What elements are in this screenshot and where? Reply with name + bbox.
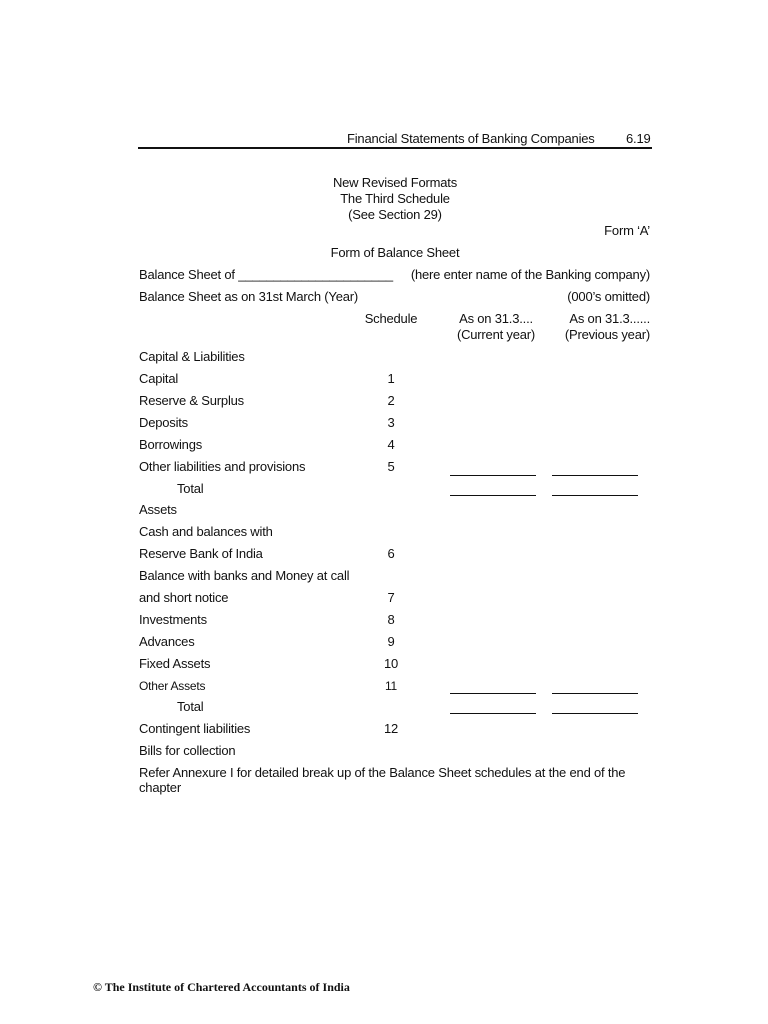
row-label: and short notice <box>139 590 229 605</box>
subtotal-rule-previous <box>552 475 638 476</box>
row-schedule: 4 <box>387 437 395 452</box>
column-current-sub: (Current year) <box>456 327 536 342</box>
row-label: Reserve Bank of India <box>139 546 263 561</box>
row-schedule: 1 <box>387 371 395 386</box>
subtotal-rule-current <box>450 693 536 694</box>
row-schedule: 6 <box>387 546 395 561</box>
enter-name-note: (here enter name of the Banking company) <box>410 267 650 282</box>
omitted-note: (000’s omitted) <box>567 289 650 304</box>
row-schedule: 3 <box>387 415 395 430</box>
row-label: Capital <box>139 371 179 386</box>
form-title: Form of Balance Sheet <box>330 245 460 260</box>
column-previous-sub: (Previous year) <box>564 327 650 342</box>
section-liabilities: Capital & Liabilities <box>139 349 245 364</box>
section-assets: Assets <box>139 502 177 517</box>
total-label: Total <box>177 699 204 714</box>
row-label: Contingent liabilities <box>139 721 251 736</box>
row-schedule: 10 <box>383 656 399 671</box>
row-label: Advances <box>139 634 195 649</box>
heading-formats: New Revised Formats <box>332 175 458 190</box>
total-rule-previous <box>552 495 638 496</box>
total-rule-previous <box>552 713 638 714</box>
heading-section: (See Section 29) <box>348 207 442 222</box>
annexure-note: Refer Annexure I for detailed break up of the Balance Sheet schedules at the end of the chapter <box>139 765 626 795</box>
row-label: Other Assets <box>139 679 206 693</box>
row-label: Borrowings <box>139 437 203 452</box>
row-schedule: 8 <box>387 612 395 627</box>
row-label: Cash and balances with <box>139 524 273 539</box>
running-header-title: Financial Statements of Banking Companies <box>347 131 595 146</box>
row-label: Bills for collection <box>139 743 236 758</box>
subtotal-rule-previous <box>552 693 638 694</box>
row-schedule: 11 <box>384 679 398 693</box>
page-number: 6.19 <box>626 131 651 146</box>
total-label: Total <box>177 481 204 496</box>
total-rule-current <box>450 713 536 714</box>
row-schedule: 5 <box>387 459 395 474</box>
copyright-footer: © The Institute of Chartered Accountants of India <box>93 980 350 994</box>
column-schedule: Schedule <box>364 311 418 326</box>
row-label: Deposits <box>139 415 188 430</box>
balance-sheet-of: Balance Sheet of ______________________ <box>139 267 393 282</box>
row-label: Other liabilities and provisions <box>139 459 306 474</box>
row-schedule: 12 <box>383 721 399 736</box>
row-schedule: 2 <box>387 393 395 408</box>
column-current: As on 31.3.... <box>459 311 533 326</box>
row-label: Reserve & Surplus <box>139 393 244 408</box>
row-label: Balance with banks and Money at call <box>139 568 350 583</box>
row-label: Fixed Assets <box>139 656 211 671</box>
column-previous: As on 31.3...... <box>569 311 650 326</box>
row-schedule: 9 <box>387 634 395 649</box>
row-schedule: 7 <box>387 590 395 605</box>
form-label: Form ‘A’ <box>604 223 650 238</box>
row-label: Investments <box>139 612 207 627</box>
subtotal-rule-current <box>450 475 536 476</box>
heading-schedule: The Third Schedule <box>340 191 450 206</box>
header-rule <box>138 147 652 149</box>
total-rule-current <box>450 495 536 496</box>
balance-sheet-as-on: Balance Sheet as on 31st March (Year) <box>139 289 359 304</box>
